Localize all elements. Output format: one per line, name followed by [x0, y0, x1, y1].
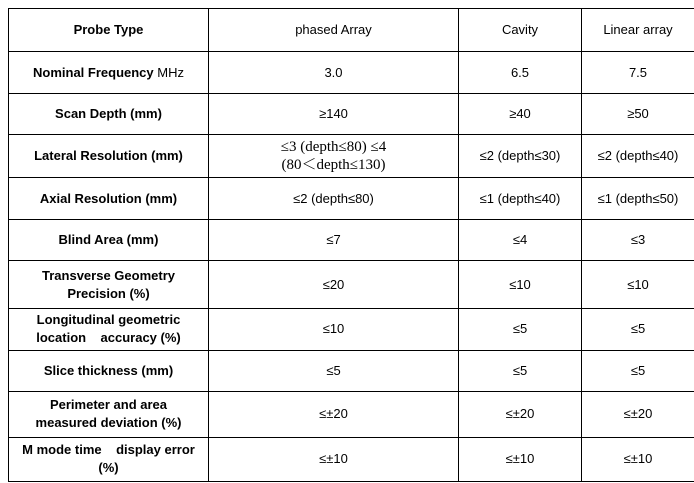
- row-label: Axial Resolution (mm): [9, 178, 209, 220]
- cell-cavity: ≤2 (depth≤30): [459, 135, 582, 178]
- cell-cavity: ≤10: [459, 261, 582, 308]
- row-label: Lateral Resolution (mm): [9, 135, 209, 178]
- probe-spec-table: [8, 8, 694, 482]
- cell-phased-array: ≤2 (depth≤80): [209, 178, 459, 220]
- header-cavity: Cavity: [459, 9, 582, 52]
- cell-cavity: ≤±10: [459, 437, 582, 481]
- row-label-line: M mode time display error: [22, 442, 195, 458]
- cell-linear-array: ≤±10: [582, 437, 694, 481]
- table-row: [9, 350, 694, 391]
- cell-linear-array: 7.5: [582, 52, 694, 94]
- header-linear-array: Linear array: [582, 9, 694, 52]
- table-row: [9, 391, 694, 437]
- row-label-line: (%): [98, 460, 119, 476]
- cell-linear-array: ≤3: [582, 220, 694, 261]
- table-row: [9, 178, 694, 220]
- cell-linear-array: ≤10: [582, 261, 694, 308]
- cell-cavity: ≤1 (depth≤40): [459, 178, 582, 220]
- cell-linear-array: ≤1 (depth≤50): [582, 178, 694, 220]
- cell-cavity: 6.5: [459, 52, 582, 94]
- table-row: [9, 437, 694, 481]
- row-label-line: location accuracy (%): [36, 330, 181, 346]
- row-label-line: Transverse Geometry: [42, 267, 175, 283]
- cell-phased-array: ≥140: [209, 94, 459, 135]
- row-label-line: Precision (%): [67, 285, 150, 301]
- cell-phased-array: ≤±10: [209, 437, 459, 481]
- row-label-text: Nominal Frequency: [33, 64, 154, 80]
- table-row: [9, 135, 694, 178]
- cell-phased-array: ≤10: [209, 308, 459, 350]
- row-label: [9, 308, 209, 350]
- table-row: [9, 52, 694, 94]
- cell-cavity: ≤4: [459, 220, 582, 261]
- row-label-line: Perimeter and area: [49, 397, 168, 413]
- row-label: Blind Area (mm): [9, 220, 209, 261]
- cell-linear-array: ≤5: [582, 350, 694, 391]
- cell-linear-array: ≤±20: [582, 391, 694, 437]
- cell-linear-array: ≤5: [582, 308, 694, 350]
- row-label: [9, 391, 209, 437]
- cell-phased-array: ≤7: [209, 220, 459, 261]
- header-row: [9, 9, 694, 52]
- table-row: [9, 308, 694, 350]
- cell-cavity: ≤5: [459, 308, 582, 350]
- row-label: [9, 52, 209, 94]
- cell-phased-array: ≤5: [209, 350, 459, 391]
- row-label-line: measured deviation (%): [35, 415, 182, 431]
- cell-cavity: ≥40: [459, 94, 582, 135]
- table-row: [9, 94, 694, 135]
- row-label-unit: MHz: [153, 64, 184, 80]
- cell-linear-array: ≥50: [582, 94, 694, 135]
- cell-line: ≤3 (depth≤80) ≤4: [280, 139, 387, 156]
- row-label: [9, 437, 209, 481]
- table-row: [9, 261, 694, 308]
- cell-phased-array: 3.0: [209, 52, 459, 94]
- cell-cavity: ≤5: [459, 350, 582, 391]
- table-row: [9, 220, 694, 261]
- row-label-line: Longitudinal geometric: [36, 312, 181, 328]
- cell-line: (80＜depth≤130): [281, 157, 386, 174]
- row-label: [9, 261, 209, 308]
- cell-phased-array: ≤±20: [209, 391, 459, 437]
- row-label: Slice thickness (mm): [9, 350, 209, 391]
- header-probe-type: Probe Type: [9, 9, 209, 52]
- cell-cavity: ≤±20: [459, 391, 582, 437]
- cell-phased-array: [209, 135, 459, 178]
- cell-phased-array: ≤20: [209, 261, 459, 308]
- row-label: Scan Depth (mm): [9, 94, 209, 135]
- header-phased-array: phased Array: [209, 9, 459, 52]
- cell-linear-array: ≤2 (depth≤40): [582, 135, 694, 178]
